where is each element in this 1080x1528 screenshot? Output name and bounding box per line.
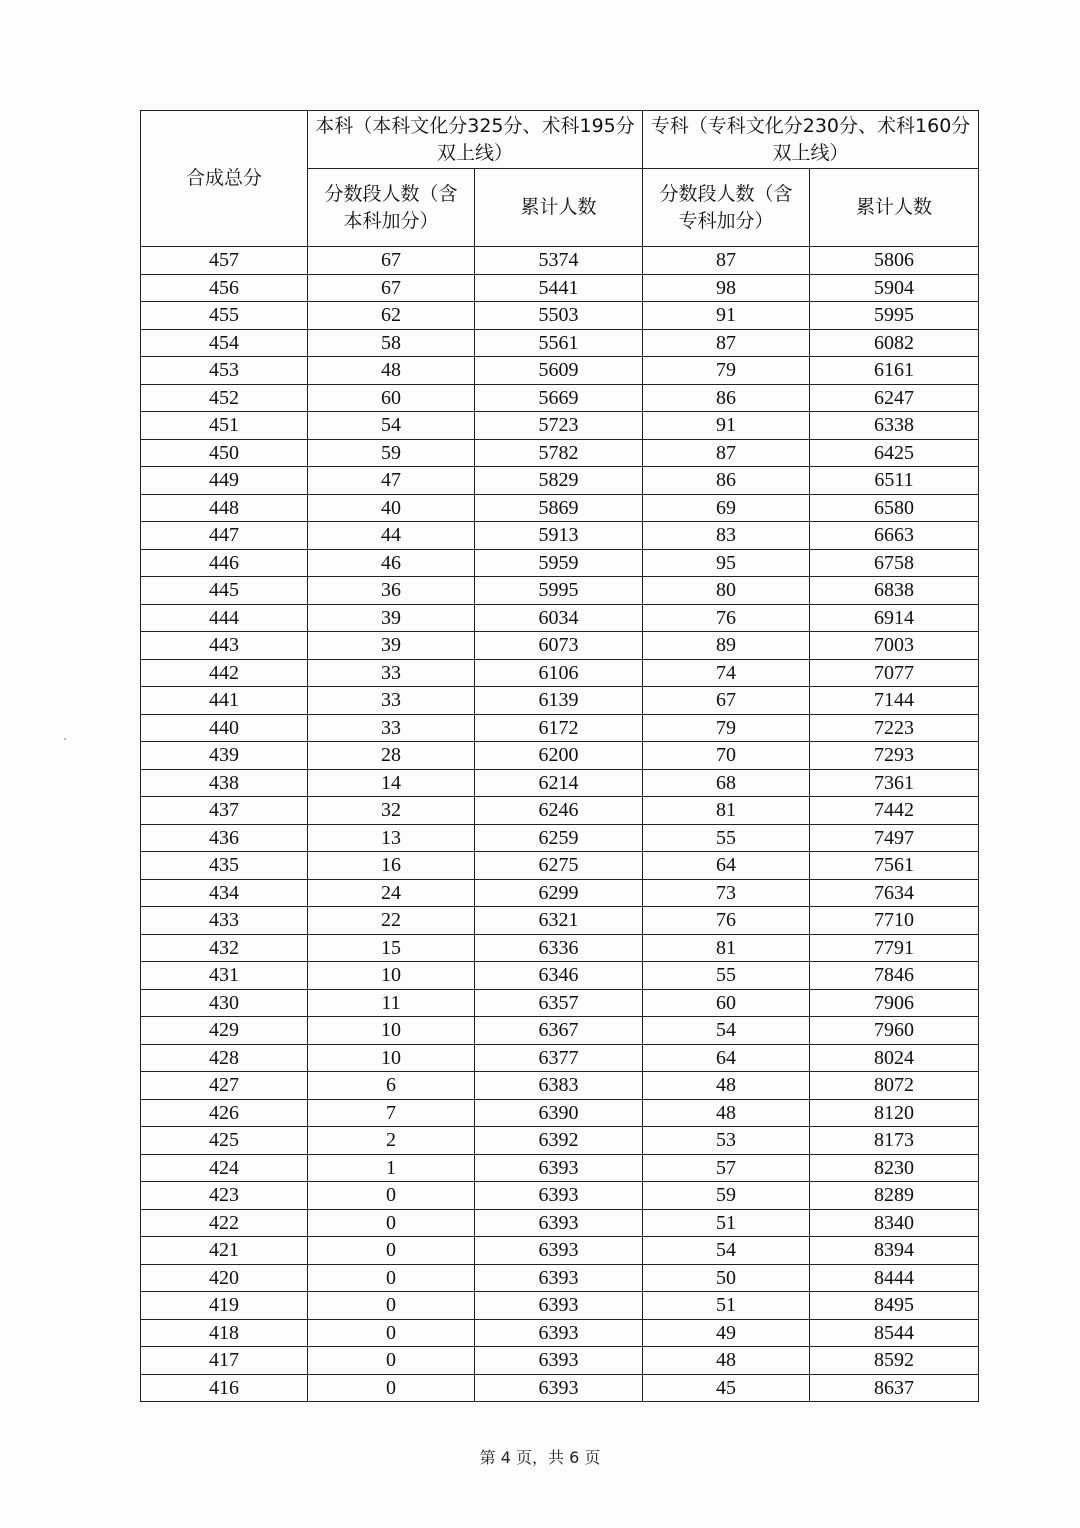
undergrad-cumulative-cell: 5503 (475, 302, 643, 330)
score-cell: 435 (141, 852, 308, 880)
junior-segment-cell: 55 (643, 962, 810, 990)
junior-segment-cell: 53 (643, 1127, 810, 1155)
junior-segment-cell: 74 (643, 659, 810, 687)
undergrad-segment-cell: 22 (308, 907, 475, 935)
table-row (141, 1127, 979, 1155)
score-column-header: 合成总分 (141, 111, 308, 247)
score-cell: 443 (141, 632, 308, 660)
junior-cumulative-cell: 8230 (810, 1154, 979, 1182)
undergrad-segment-cell: 44 (308, 522, 475, 550)
undergrad-cumulative-cell: 6259 (475, 824, 643, 852)
junior-cumulative-cell: 7077 (810, 659, 979, 687)
table-row (141, 824, 979, 852)
junior-segment-cell: 70 (643, 742, 810, 770)
score-distribution-table (140, 110, 979, 1402)
junior-segment-cell: 69 (643, 494, 810, 522)
table-row (141, 659, 979, 687)
junior-segment-cell: 54 (643, 1237, 810, 1265)
undergrad-cumulative-cell: 6393 (475, 1374, 643, 1402)
junior-segment-cell: 45 (643, 1374, 810, 1402)
junior-segment-cell: 91 (643, 302, 810, 330)
table-row (141, 1209, 979, 1237)
junior-cumulative-cell: 8495 (810, 1292, 979, 1320)
table-row (141, 1347, 979, 1375)
table-row (141, 989, 979, 1017)
undergrad-cumulative-cell: 6214 (475, 769, 643, 797)
junior-cumulative-cell: 7003 (810, 632, 979, 660)
junior-cumulative-cell: 7634 (810, 879, 979, 907)
undergrad-cumulative-cell: 6392 (475, 1127, 643, 1155)
junior-cumulative-cell: 7906 (810, 989, 979, 1017)
table-row (141, 742, 979, 770)
page-footer: 第 4 页，共 6 页 (479, 1448, 601, 1467)
junior-segment-cell: 80 (643, 577, 810, 605)
undergrad-segment-cell: 60 (308, 384, 475, 412)
score-cell: 432 (141, 934, 308, 962)
junior-segment-cell: 48 (643, 1099, 810, 1127)
junior-cumulative-cell: 8024 (810, 1044, 979, 1072)
table-row (141, 687, 979, 715)
junior-cumulative-cell: 8544 (810, 1319, 979, 1347)
junior-segment-cell: 79 (643, 357, 810, 385)
score-cell: 434 (141, 879, 308, 907)
undergrad-cumulative-cell: 5374 (475, 247, 643, 275)
table-row (141, 1292, 979, 1320)
score-cell: 447 (141, 522, 308, 550)
table-row (141, 577, 979, 605)
undergrad-cumulative-cell: 6393 (475, 1182, 643, 1210)
table-row (141, 1374, 979, 1402)
score-cell: 418 (141, 1319, 308, 1347)
undergrad-cumulative-cell: 6139 (475, 687, 643, 715)
undergrad-segment-cell: 2 (308, 1127, 475, 1155)
undergrad-cumulative-cell: 6393 (475, 1347, 643, 1375)
undergrad-segment-cell: 1 (308, 1154, 475, 1182)
undergrad-cumulative-cell: 5913 (475, 522, 643, 550)
junior-segment-cell: 76 (643, 604, 810, 632)
undergrad-cumulative-cell: 5995 (475, 577, 643, 605)
table-row (141, 1237, 979, 1265)
score-cell: 440 (141, 714, 308, 742)
table-row (141, 1017, 979, 1045)
junior-segment-cell: 49 (643, 1319, 810, 1347)
junior-segment-cell: 81 (643, 934, 810, 962)
score-cell: 448 (141, 494, 308, 522)
junior-cumulative-cell: 8444 (810, 1264, 979, 1292)
undergrad-segment-cell: 40 (308, 494, 475, 522)
junior-segment-cell: 48 (643, 1347, 810, 1375)
score-cell: 450 (141, 439, 308, 467)
score-cell: 445 (141, 577, 308, 605)
undergrad-segment-cell: 13 (308, 824, 475, 852)
table-header (141, 111, 979, 247)
undergrad-segment-cell: 39 (308, 632, 475, 660)
junior-segment-cell: 50 (643, 1264, 810, 1292)
score-cell: 427 (141, 1072, 308, 1100)
score-cell: 420 (141, 1264, 308, 1292)
undergrad-segment-cell: 67 (308, 247, 475, 275)
undergrad-cumulative-cell: 5782 (475, 439, 643, 467)
junior-cumulative-cell: 8637 (810, 1374, 979, 1402)
table-row (141, 274, 979, 302)
table-row (141, 962, 979, 990)
table-body (141, 247, 979, 1402)
table-row (141, 357, 979, 385)
undergrad-cumulative-cell: 6275 (475, 852, 643, 880)
junior-segment-cell: 83 (643, 522, 810, 550)
undergrad-cumulative-cell: 6357 (475, 989, 643, 1017)
undergrad-cumulative-cell: 6390 (475, 1099, 643, 1127)
table-row (141, 1072, 979, 1100)
undergrad-cumulative-cell: 6336 (475, 934, 643, 962)
undergrad-cumulative-header: 累计人数 (475, 169, 643, 247)
undergrad-segment-cell: 10 (308, 962, 475, 990)
score-cell: 446 (141, 549, 308, 577)
junior-segment-cell: 59 (643, 1182, 810, 1210)
score-cell: 428 (141, 1044, 308, 1072)
undergrad-cumulative-cell: 6106 (475, 659, 643, 687)
undergrad-cumulative-cell: 6367 (475, 1017, 643, 1045)
undergrad-cumulative-cell: 6377 (475, 1044, 643, 1072)
undergrad-segment-cell: 39 (308, 604, 475, 632)
undergrad-segment-cell: 0 (308, 1319, 475, 1347)
undergrad-cumulative-cell: 6383 (475, 1072, 643, 1100)
score-cell: 430 (141, 989, 308, 1017)
table-row (141, 769, 979, 797)
undergrad-segment-cell: 0 (308, 1182, 475, 1210)
undergrad-segment-cell: 36 (308, 577, 475, 605)
undergrad-cumulative-cell: 5869 (475, 494, 643, 522)
junior-cumulative-cell: 8394 (810, 1237, 979, 1265)
junior-segment-cell: 64 (643, 1044, 810, 1072)
junior-segment-cell: 57 (643, 1154, 810, 1182)
junior-cumulative-cell: 8340 (810, 1209, 979, 1237)
junior-cumulative-cell: 7361 (810, 769, 979, 797)
undergrad-cumulative-cell: 5609 (475, 357, 643, 385)
junior-cumulative-cell: 8592 (810, 1347, 979, 1375)
junior-cumulative-cell: 8289 (810, 1182, 979, 1210)
junior-cumulative-cell: 7293 (810, 742, 979, 770)
junior-segment-cell: 48 (643, 1072, 810, 1100)
table-row (141, 549, 979, 577)
undergrad-segment-cell: 7 (308, 1099, 475, 1127)
junior-segment-cell: 79 (643, 714, 810, 742)
junior-cumulative-cell: 8072 (810, 1072, 979, 1100)
junior-cumulative-cell: 6161 (810, 357, 979, 385)
junior-segment-cell: 68 (643, 769, 810, 797)
table-row (141, 852, 979, 880)
junior-segment-cell: 64 (643, 852, 810, 880)
junior-segment-cell: 98 (643, 274, 810, 302)
score-cell: 449 (141, 467, 308, 495)
score-cell: 416 (141, 1374, 308, 1402)
undergrad-segment-cell: 0 (308, 1209, 475, 1237)
table-row (141, 797, 979, 825)
junior-cumulative-cell: 6758 (810, 549, 979, 577)
junior-segment-cell: 81 (643, 797, 810, 825)
undergrad-group-header: 本科（本科文化分325分、术科195分双上线） (308, 111, 643, 169)
score-cell: 455 (141, 302, 308, 330)
score-cell: 425 (141, 1127, 308, 1155)
junior-cumulative-cell: 7223 (810, 714, 979, 742)
undergrad-segment-cell: 15 (308, 934, 475, 962)
score-cell: 444 (141, 604, 308, 632)
junior-segment-header: 分数段人数（含专科加分） (643, 169, 810, 247)
junior-segment-cell: 91 (643, 412, 810, 440)
scan-speck (64, 738, 66, 740)
table-row (141, 879, 979, 907)
table-row (141, 907, 979, 935)
undergrad-cumulative-cell: 5441 (475, 274, 643, 302)
junior-cumulative-cell: 7846 (810, 962, 979, 990)
junior-segment-cell: 86 (643, 467, 810, 495)
table-row (141, 1182, 979, 1210)
junior-cumulative-cell: 7442 (810, 797, 979, 825)
undergrad-segment-header: 分数段人数（含本科加分） (308, 169, 475, 247)
undergrad-segment-cell: 32 (308, 797, 475, 825)
undergrad-segment-cell: 0 (308, 1237, 475, 1265)
junior-cumulative-cell: 5904 (810, 274, 979, 302)
junior-cumulative-cell: 5995 (810, 302, 979, 330)
undergrad-cumulative-cell: 5669 (475, 384, 643, 412)
undergrad-cumulative-cell: 5829 (475, 467, 643, 495)
junior-segment-cell: 67 (643, 687, 810, 715)
junior-cumulative-cell: 7960 (810, 1017, 979, 1045)
score-cell: 437 (141, 797, 308, 825)
table-row (141, 247, 979, 275)
score-cell: 457 (141, 247, 308, 275)
undergrad-segment-cell: 14 (308, 769, 475, 797)
table-row (141, 329, 979, 357)
undergrad-cumulative-cell: 6172 (475, 714, 643, 742)
table-row (141, 1319, 979, 1347)
undergrad-cumulative-cell: 6393 (475, 1292, 643, 1320)
undergrad-segment-cell: 0 (308, 1264, 475, 1292)
junior-segment-cell: 87 (643, 247, 810, 275)
undergrad-cumulative-cell: 6393 (475, 1237, 643, 1265)
table-row (141, 494, 979, 522)
table-row (141, 439, 979, 467)
score-cell: 429 (141, 1017, 308, 1045)
junior-cumulative-cell: 8173 (810, 1127, 979, 1155)
junior-cumulative-cell: 7144 (810, 687, 979, 715)
score-cell: 456 (141, 274, 308, 302)
score-cell: 438 (141, 769, 308, 797)
junior-cumulative-cell: 7791 (810, 934, 979, 962)
junior-cumulative-cell: 7710 (810, 907, 979, 935)
junior-segment-cell: 51 (643, 1209, 810, 1237)
undergrad-cumulative-cell: 6073 (475, 632, 643, 660)
junior-cumulative-cell: 6914 (810, 604, 979, 632)
score-cell: 451 (141, 412, 308, 440)
table-row (141, 384, 979, 412)
undergrad-cumulative-cell: 6321 (475, 907, 643, 935)
undergrad-cumulative-cell: 6246 (475, 797, 643, 825)
table-row (141, 522, 979, 550)
score-cell: 439 (141, 742, 308, 770)
undergrad-segment-cell: 33 (308, 687, 475, 715)
score-cell: 442 (141, 659, 308, 687)
junior-segment-cell: 87 (643, 439, 810, 467)
score-cell: 424 (141, 1154, 308, 1182)
undergrad-segment-cell: 62 (308, 302, 475, 330)
score-cell: 426 (141, 1099, 308, 1127)
junior-cumulative-cell: 6082 (810, 329, 979, 357)
undergrad-segment-cell: 24 (308, 879, 475, 907)
undergrad-segment-cell: 54 (308, 412, 475, 440)
junior-cumulative-cell: 6338 (810, 412, 979, 440)
table-row (141, 467, 979, 495)
junior-cumulative-cell: 8120 (810, 1099, 979, 1127)
junior-cumulative-cell: 6425 (810, 439, 979, 467)
undergrad-cumulative-cell: 5959 (475, 549, 643, 577)
table-row (141, 632, 979, 660)
undergrad-segment-cell: 0 (308, 1347, 475, 1375)
undergrad-segment-cell: 0 (308, 1292, 475, 1320)
undergrad-segment-cell: 67 (308, 274, 475, 302)
undergrad-segment-cell: 33 (308, 659, 475, 687)
score-cell: 441 (141, 687, 308, 715)
junior-segment-cell: 73 (643, 879, 810, 907)
undergrad-cumulative-cell: 6200 (475, 742, 643, 770)
score-cell: 419 (141, 1292, 308, 1320)
undergrad-segment-cell: 48 (308, 357, 475, 385)
undergrad-segment-cell: 28 (308, 742, 475, 770)
undergrad-segment-cell: 10 (308, 1017, 475, 1045)
undergrad-segment-cell: 16 (308, 852, 475, 880)
junior-group-header: 专科（专科文化分230分、术科160分双上线） (643, 111, 979, 169)
junior-cumulative-cell: 6247 (810, 384, 979, 412)
undergrad-cumulative-cell: 6393 (475, 1209, 643, 1237)
score-cell: 423 (141, 1182, 308, 1210)
undergrad-segment-cell: 6 (308, 1072, 475, 1100)
score-cell: 417 (141, 1347, 308, 1375)
score-cell: 436 (141, 824, 308, 852)
undergrad-cumulative-cell: 6299 (475, 879, 643, 907)
junior-segment-cell: 76 (643, 907, 810, 935)
junior-segment-cell: 95 (643, 549, 810, 577)
score-cell: 453 (141, 357, 308, 385)
table-row (141, 302, 979, 330)
undergrad-segment-cell: 0 (308, 1374, 475, 1402)
junior-cumulative-cell: 6838 (810, 577, 979, 605)
score-cell: 454 (141, 329, 308, 357)
junior-cumulative-cell: 6663 (810, 522, 979, 550)
table-row (141, 934, 979, 962)
junior-segment-cell: 54 (643, 1017, 810, 1045)
undergrad-segment-cell: 10 (308, 1044, 475, 1072)
junior-segment-cell: 51 (643, 1292, 810, 1320)
table-row (141, 1044, 979, 1072)
undergrad-segment-cell: 11 (308, 989, 475, 1017)
score-cell: 431 (141, 962, 308, 990)
table-row (141, 1099, 979, 1127)
table-row (141, 412, 979, 440)
junior-segment-cell: 60 (643, 989, 810, 1017)
table-row (141, 1264, 979, 1292)
junior-cumulative-cell: 6511 (810, 467, 979, 495)
junior-cumulative-cell: 5806 (810, 247, 979, 275)
undergrad-cumulative-cell: 6034 (475, 604, 643, 632)
undergrad-cumulative-cell: 6346 (475, 962, 643, 990)
undergrad-segment-cell: 59 (308, 439, 475, 467)
junior-segment-cell: 55 (643, 824, 810, 852)
undergrad-cumulative-cell: 6393 (475, 1264, 643, 1292)
junior-segment-cell: 86 (643, 384, 810, 412)
junior-segment-cell: 89 (643, 632, 810, 660)
junior-cumulative-cell: 6580 (810, 494, 979, 522)
score-cell: 421 (141, 1237, 308, 1265)
score-cell: 422 (141, 1209, 308, 1237)
undergrad-cumulative-cell: 5723 (475, 412, 643, 440)
junior-cumulative-header: 累计人数 (810, 169, 979, 247)
table-row (141, 714, 979, 742)
junior-segment-cell: 87 (643, 329, 810, 357)
table-row (141, 1154, 979, 1182)
score-cell: 433 (141, 907, 308, 935)
score-cell: 452 (141, 384, 308, 412)
table-row (141, 604, 979, 632)
undergrad-segment-cell: 46 (308, 549, 475, 577)
undergrad-cumulative-cell: 5561 (475, 329, 643, 357)
undergrad-cumulative-cell: 6393 (475, 1154, 643, 1182)
junior-cumulative-cell: 7497 (810, 824, 979, 852)
undergrad-segment-cell: 58 (308, 329, 475, 357)
undergrad-segment-cell: 47 (308, 467, 475, 495)
undergrad-segment-cell: 33 (308, 714, 475, 742)
junior-cumulative-cell: 7561 (810, 852, 979, 880)
undergrad-cumulative-cell: 6393 (475, 1319, 643, 1347)
